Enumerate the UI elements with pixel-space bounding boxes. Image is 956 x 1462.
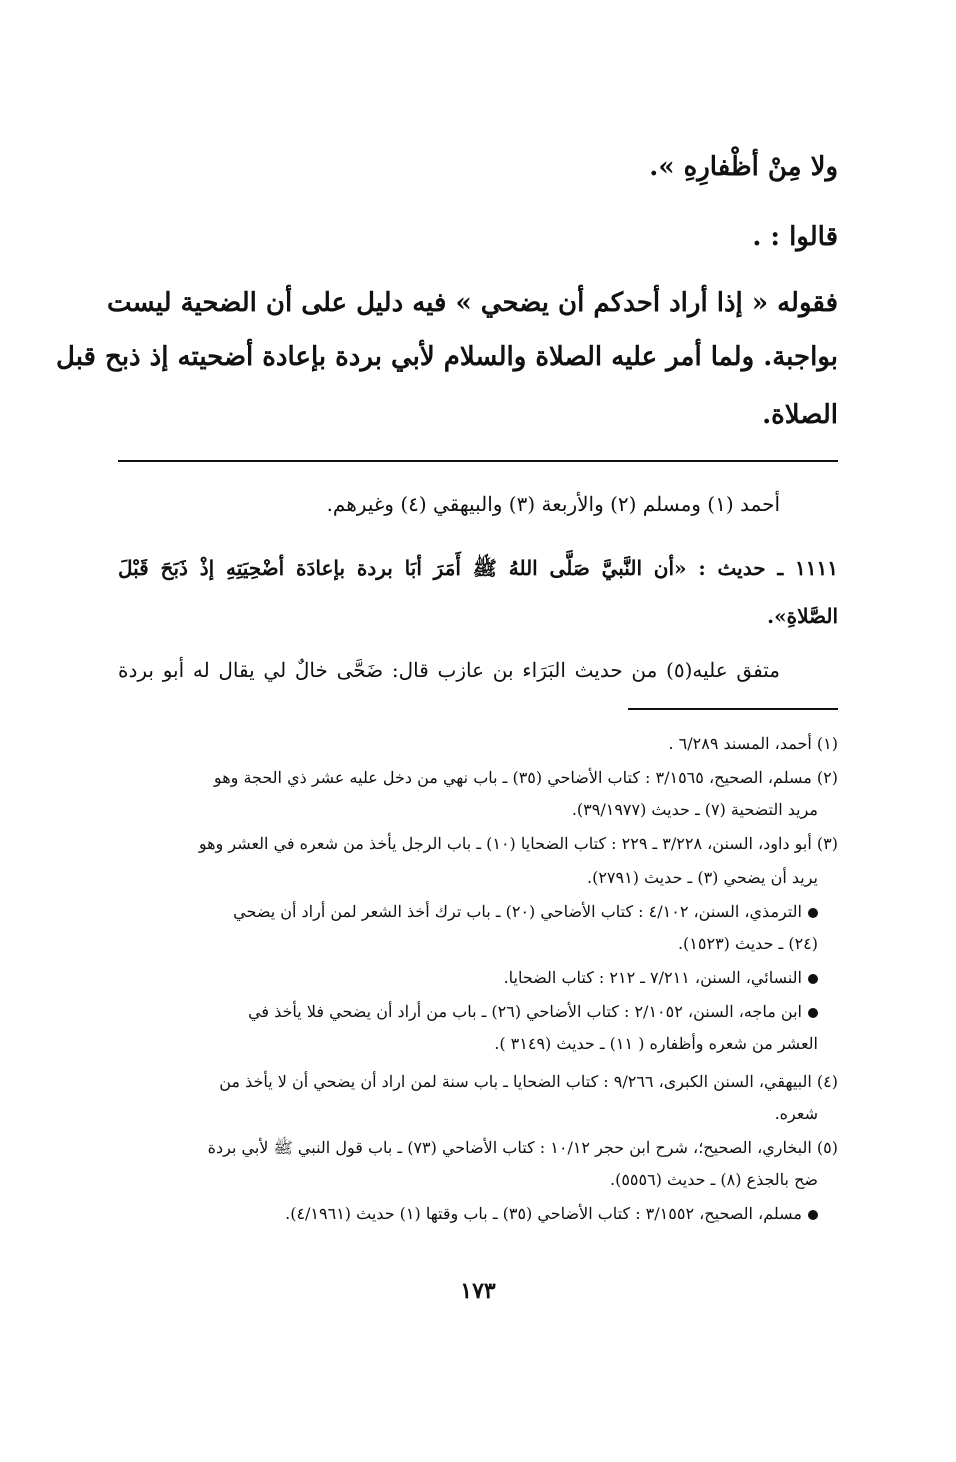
footnote-3-ibnmajah-cont: العشر من شعره وأظفاره ( ١١) ـ حديث (٣١٤٩ ).: [494, 1034, 818, 1053]
footnote-3-cont: يريد أن يضحي (٣) ـ حديث (٢٧٩١).: [586, 868, 818, 887]
footnote-text: ابن ماجه، السنن، ٢/١٠٥٢ : كتاب الأضاحي (٢٦) ـ باب من أراد أن يضحي فلا يأخذ في: [248, 1002, 802, 1021]
footnote-3-tirmidhi: [233, 902, 818, 921]
bullet-icon: [808, 974, 818, 984]
main-line-2: قالوا : .: [752, 222, 838, 252]
middle-line-3: متفق عليه(٥) من حديث البَرَاء بن عازب قال: ضَحَّى خالٌ لي يقال له أبو بردة: [118, 658, 780, 682]
footnote-3-tirmidhi-cont: (٢٤) ـ حديث (١٥٢٣).: [677, 934, 818, 953]
footnote-5-muslim: [285, 1204, 818, 1223]
bullet-icon: [808, 1210, 818, 1220]
page-number: ١٧٣: [460, 1278, 496, 1304]
main-line-1: ولا مِنْ أظْفارِهِ ».: [649, 152, 838, 182]
footnote-5-cont: ضح بالجذع (٨) ـ حديث (٥٥٥٦).: [610, 1170, 818, 1189]
footnote-divider: [628, 708, 838, 710]
footnote-4: (٤) البيهقي، السنن الكبرى، ٩/٢٦٦ : كتاب الضحايا ـ باب سنة لمن اراد أن يضحي أن لا يأخذ من: [219, 1072, 838, 1091]
bullet-icon: [808, 908, 818, 918]
footnote-3-nasai: [504, 968, 818, 987]
footnote-2-cont: مريد التضحية (٧) ـ حديث (٣٩/١٩٧٧).: [571, 800, 818, 819]
footnote-5: (٥) البخاري، الصحيح؛، شرح ابن حجر ١٠/١٢ : كتاب الأضاحي (٧٣) ـ باب قول النبي ﷺ لأبي بردة: [207, 1138, 838, 1157]
main-paragraph-line-3: الصلاة.: [762, 400, 838, 430]
middle-line-1: أحمد (١) ومسلم (٢) والأربعة (٣) والبيهقي (٤) وغيرهم.: [326, 492, 780, 516]
footnote-text: الترمذي، السنن، ٤/١٠٢ : كتاب الأضاحي (٢٠) ـ باب ترك أخذ الشعر لمن أراد أن يضحي: [233, 902, 802, 921]
footnote-text: النسائي، السنن، ٧/٢١١ ـ ٢١٢ : كتاب الضحايا.: [503, 968, 802, 987]
section-divider: [118, 460, 838, 462]
bullet-icon: [808, 1008, 818, 1018]
main-paragraph-line-2: بواجبة. ولما أمر عليه الصلاة والسلام لأبي بردة بإعادة أضحيته إذ ذبح قبل: [56, 342, 838, 372]
footnote-3-ibnmajah: [248, 1002, 818, 1021]
footnote-4-cont: شعره.: [774, 1104, 818, 1123]
footnote-1: (١) أحمد، المسند ٦/٢٨٩ .: [668, 734, 838, 753]
hadith-line-2: الصَّلاةِ».: [767, 604, 838, 628]
footnote-3: (٣) أبو داود، السنن، ٣/٢٢٨ ـ ٢٢٩ : كتاب الضحايا (١٠) ـ باب الرجل يأخذ من شعره في العشر وهو: [198, 834, 838, 853]
hadith-line-1: ١١١١ ـ حديث : «أن النَّبيَّ صَلَّى اللهُ ﷺ أَمَرَ أبَا بردة بإعادَة أضْحِيَتِهِ إذْ ذَبَحَ قَبْلَ: [118, 556, 838, 580]
footnote-2: (٢) مسلم، الصحيح، ٣/١٥٦٥ : كتاب الأضاحي (٣٥) ـ باب نهي من دخل عليه عشر ذي الحجة وهو: [213, 768, 838, 787]
footnote-text: مسلم، الصحيح، ٣/١٥٥٢ : كتاب الأضاحي (٣٥) ـ باب وقتها (١) حديث (٤/١٩٦١).: [285, 1204, 802, 1223]
main-paragraph-line-1: فقوله « إذا أراد أحدكم أن يضحي » فيه دليل على أن الضحية ليست: [107, 288, 838, 318]
